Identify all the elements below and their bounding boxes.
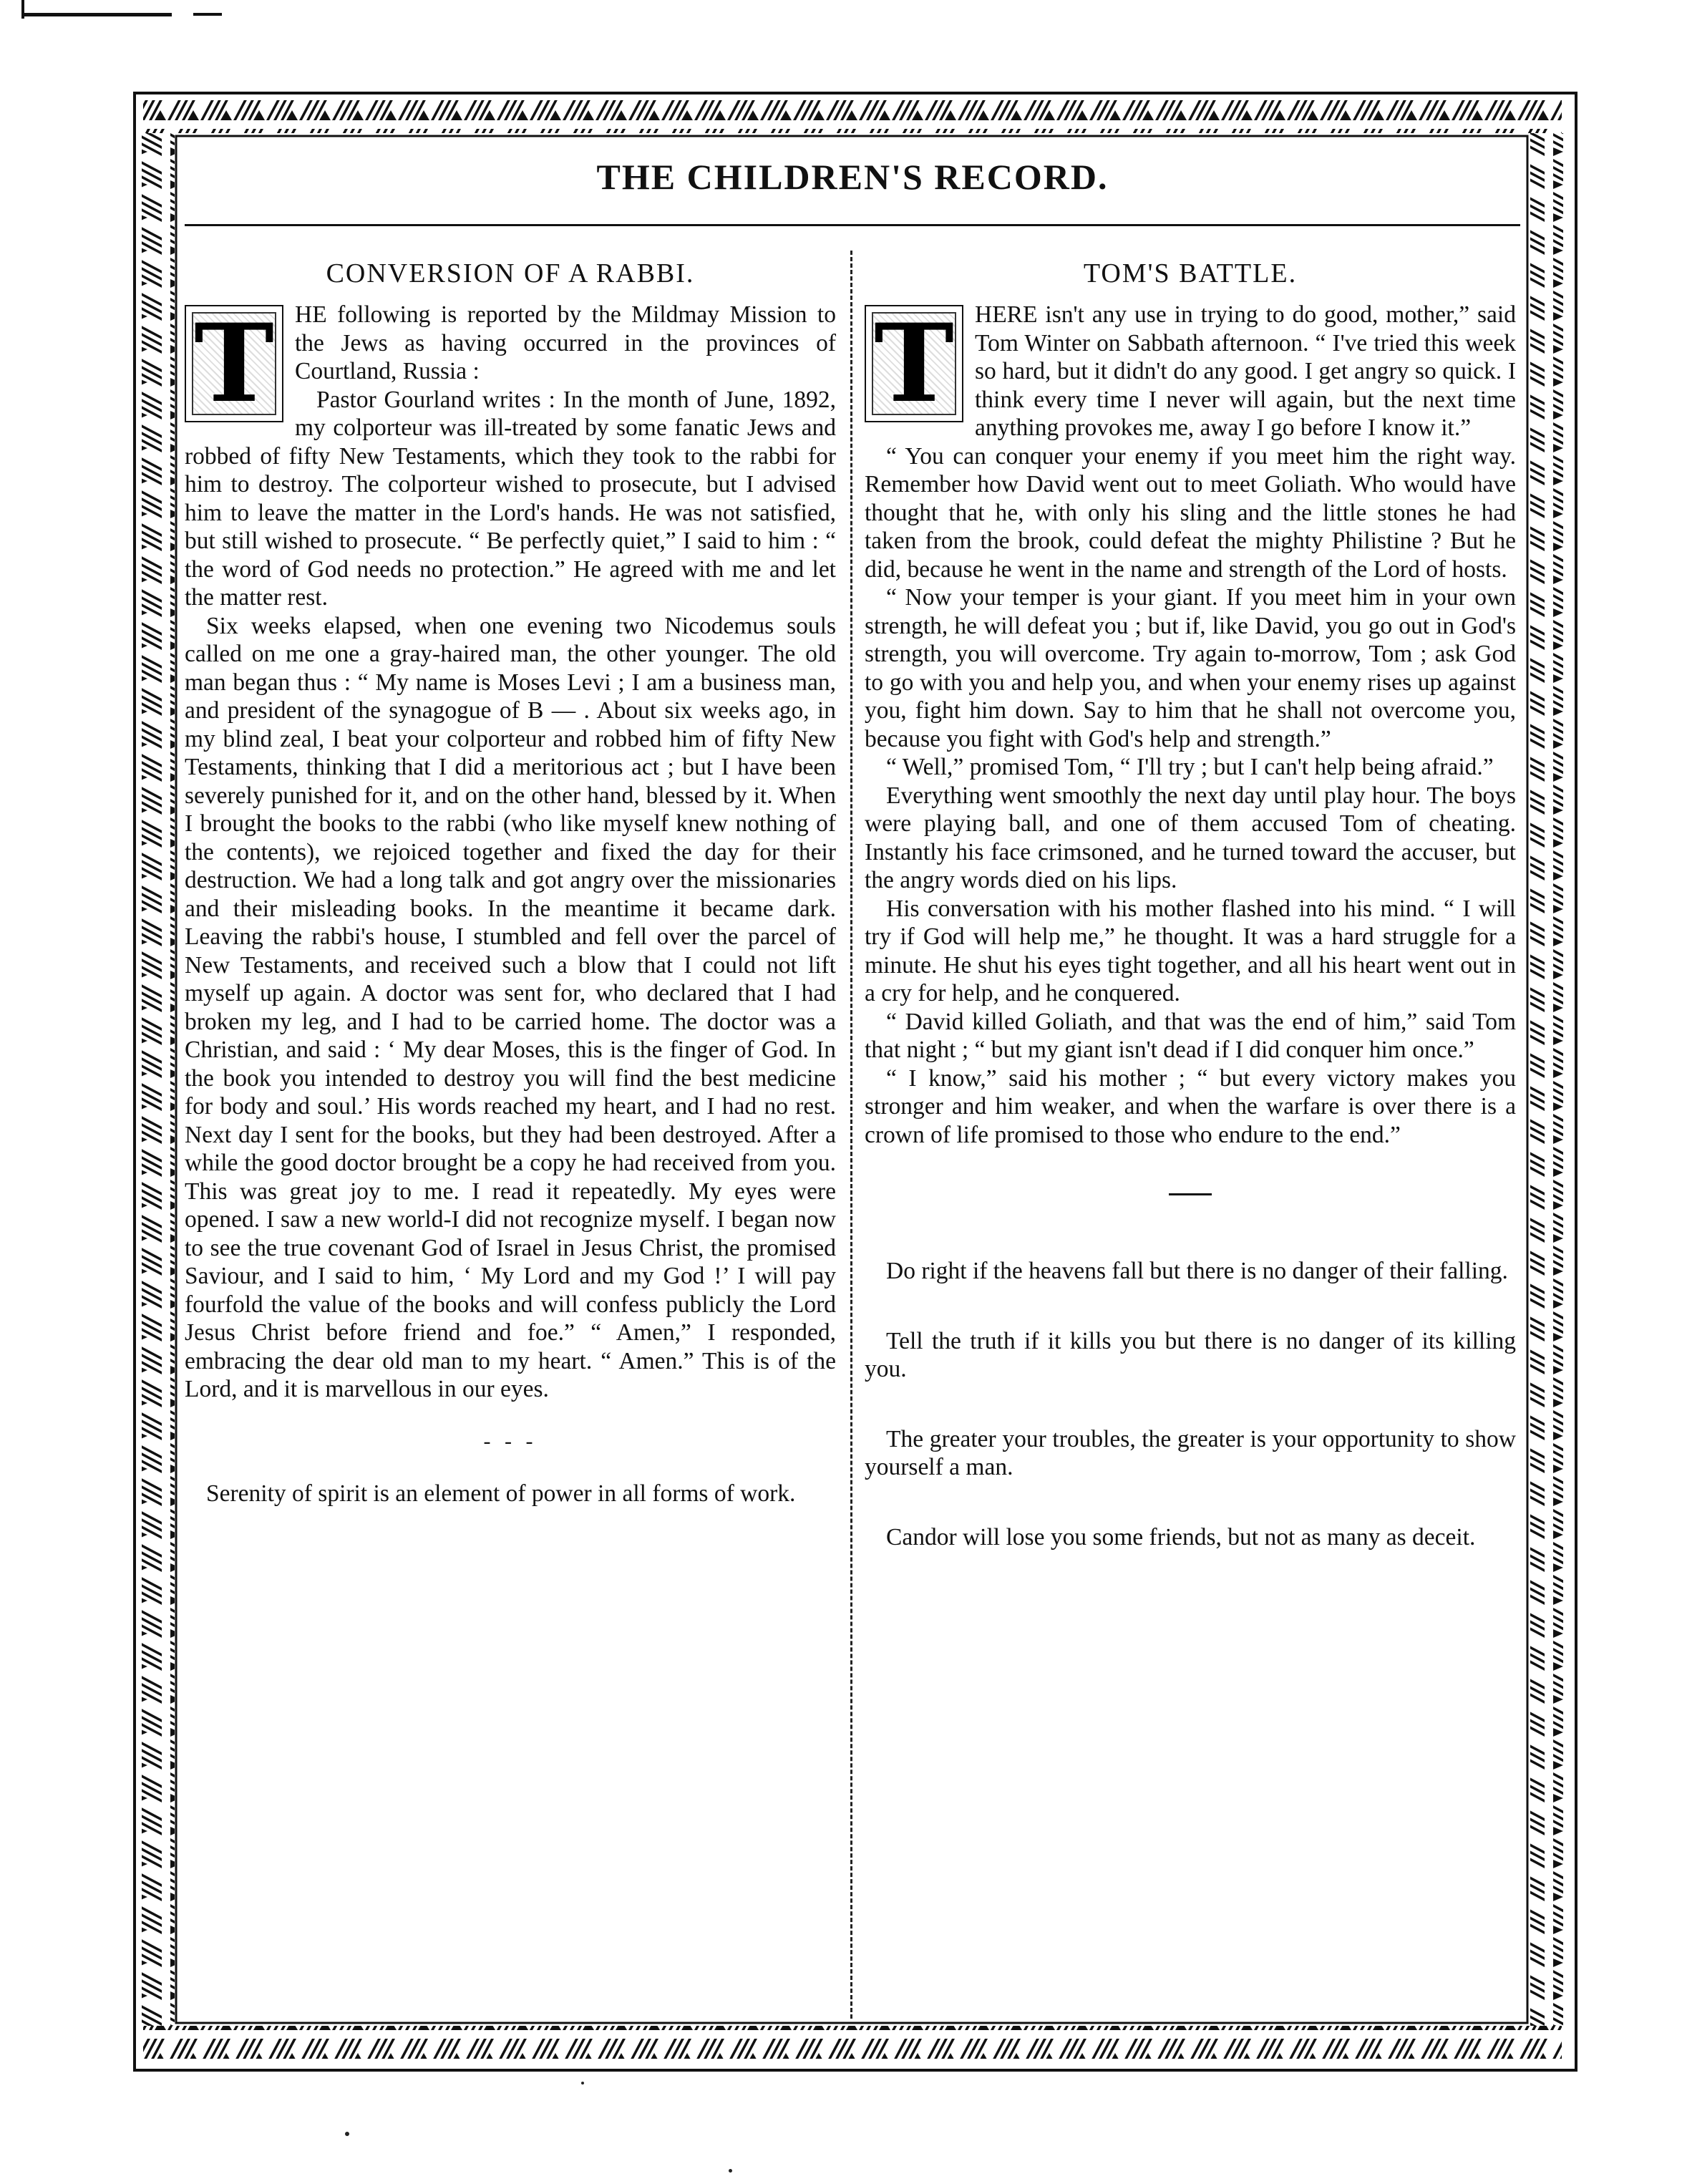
maxim: Candor will lose you some friends, but not as many as deceit. [886, 1523, 1476, 1550]
article-paragraph: Pastor Gourland writes : In the month of June, 1892, my colporteur was ill-treated by some fanatic Jews and robbed of fifty New Testaments, which they took to the rabbi for him to destroy. The colporteur wished to prosecute, but I advised him to leave the matter in the Lord's hands. He was not satisfied, but still wished to prosecute. “ Be perfectly quiet,” I said to him : “ the word of God needs no protection.” He agreed with me and let the matter rest. [185, 386, 836, 611]
article-paragraph: HERE isn't any use in trying to do good, mother,” said Tom Winter on Sabbath afternoon. “ I've tried this week so hard, but it didn't do any good. I get angry so quick. I think every time I never will again, but the next time anything provokes me, away I go before I know it.” [975, 301, 1516, 441]
article-paragraph: His conversation with his mother flashed into his mind. “ I will try if God will help me,” he thought. It was a hard struggle for a minute. He shut his eyes tight together, and all his heart went out in a cry for help, and he conquered. [865, 895, 1516, 1006]
article-paragraph: “ David killed Goliath, and that was the end of him,” said Tom that night ; “ but my giant isn't dead if I did conquer him once.” [865, 1008, 1516, 1063]
article-title: TOM'S BATTLE. [1083, 258, 1298, 288]
dropcap-ornament [865, 301, 963, 427]
article-paragraph: “ You can conquer your enemy if you meet him the right way. Remember how David went out to meet Goliath. Who would have thought that he, with only his sling and the little stones he had taken from the brook, could defeat the mighty Philistine ? But he did, because he went in the name and strength of the Lord of hosts. [865, 442, 1516, 583]
article-paragraph: “ I know,” said his mother ; “ but every victory makes you stronger and him weaker, and when the warfare is over there is a crown of life promised to those who endure to the end.” [865, 1064, 1516, 1148]
article-paragraph: Six weeks elapsed, when one evening two Nicodemus souls called on me one a gray-haired man, the other younger. The old man began thus : “ My name is Moses Levi ; I am a business man, and president of the synagogue of B — . About six weeks ago, in my blind zeal, I beat your colporteur and robbed him of fifty New Testaments, thinking that I did a meritorious act ; but I have been severely punished for it, and on the other hand, blessed by it. When I brought the books to the rabbi (who like myself knew nothing of the contents), we rejoiced together and fixed the day for their destruction. We had a long talk and got angry over the missionaries and their misleading books. In the meantime it became dark. Leaving the rabbi's house, I stumbled and fell over the parcel of New Testaments, and received such a blow that I could not lift myself up again. A doctor was sent for, who declared that I had broken my leg, and I had to be carried home. The doctor was a Christian, and said : ‘ My dear Moses, this is the finger of God. In the book you intended to destroy you will find the best medicine for body and soul.’ His words reached my heart, and I had no rest. Next day I sent for the books, but they had been destroyed. After a while the good doctor brought be a copy he had received from you. This was great joy to me. I read it repeatedly. My eyes were opened. I saw a new world-I did not recognize myself. I began now to see the true covenant God of Israel in Jesus Christ, the promised Saviour, and I said to him, ‘ My Lord and my God !’ I will pay fourfold the value of the books and will confess publicly the Lord Jesus Christ before friend and foe.” “ Amen,” I responded, embracing the dear old man to my heart. “ Amen.” This is of the Lord, and it is marvellous in our eyes. [185, 612, 836, 1402]
scan-dot [581, 2082, 584, 2084]
scan-mark [21, 13, 172, 16]
column-divider [850, 251, 852, 2019]
article-conversion-of-a-rabbi [185, 258, 836, 1508]
dropcap-letter: T [194, 301, 274, 427]
article-paragraph: Everything went smoothly the next day until play hour. The boys were playing ball, and one of them accused Tom of cheating. Instantly his face crimsoned, and he turned toward the accuser, but the angry words died on his lips. [865, 782, 1516, 893]
scan-dot [345, 2132, 349, 2136]
scan-mark [193, 13, 222, 16]
article-paragraph: “ Now your temper is your giant. If you meet him in your own strength, he will defeat you ; but if, like David, you go out in God's strength, you will overcome. Try again to-morrow, Tom ; ask God to go with you and help you, and when your enemy rises up against you, fight him down. Say to him that he shall not overcome you, because you fight with God's help and strength.” [865, 584, 1516, 752]
dropcap-ornament [185, 301, 283, 427]
scan-dot [729, 2169, 732, 2173]
closing-maxim: Serenity of spirit is an element of power in all forms of work. [206, 1480, 796, 1507]
section-separator [1169, 1193, 1212, 1195]
article-paragraph: HE following is reported by the Mildmay Mission to the Jews as having occurred in the provinces of Courtland, Russia : [295, 301, 836, 384]
title-rule [185, 224, 1520, 226]
maxim: Do right if the heavens fall but there is no danger of their falling. [886, 1258, 1508, 1284]
page-title: THE CHILDREN'S RECORD. [596, 157, 1109, 197]
article-title: CONVERSION OF A RABBI. [326, 258, 695, 288]
maxim: Tell the truth if it kills you but there is no danger of its killing you. [865, 1327, 1516, 1382]
page-content [185, 150, 1520, 2019]
dropcap-letter: T [874, 301, 954, 427]
article-paragraph: “ Well,” promised Tom, “ I'll try ; but I can't help being afraid.” [886, 754, 1494, 780]
scan-mark [21, 0, 24, 19]
article-toms-battle [865, 258, 1516, 1551]
section-separator: - - - [483, 1429, 538, 1453]
maxim: The greater your troubles, the greater is your opportunity to show yourself a man. [865, 1425, 1516, 1480]
